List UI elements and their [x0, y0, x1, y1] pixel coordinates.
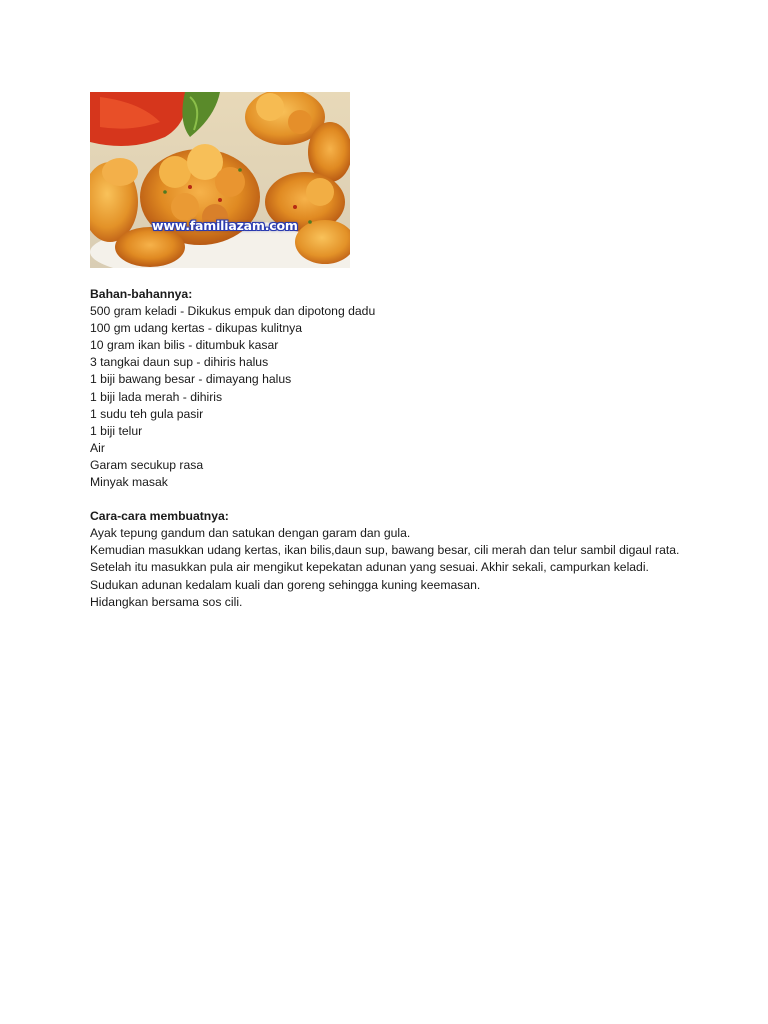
recipe-photo [90, 92, 350, 268]
method-step: Sudukan adunan kedalam kuali dan goreng sehingga kuning keemasan. [90, 577, 481, 592]
section-spacer [90, 491, 690, 508]
ingredient-item: Minyak masak [90, 475, 168, 490]
ingredient-item: 1 sudu teh gula pasir [90, 406, 204, 421]
ingredient-item: 100 gm udang kertas - dikupas kulitnya [90, 321, 303, 336]
ingredient-item: Garam secukup rasa [90, 457, 204, 472]
ingredient-item: 1 biji lada merah - dihiris [90, 389, 223, 404]
recipe-text [90, 286, 690, 611]
method-step: Kemudian masukkan udang kertas, ikan bilis,daun sup, bawang besar, cili merah dan telur sambil digaul rata. [90, 543, 680, 558]
ingredient-item: 1 biji telur [90, 423, 143, 438]
method-step: Ayak tepung gandum dan satukan dengan garam dan gula. [90, 526, 411, 541]
ingredient-item: 500 gram keladi - Dikukus empuk dan dipotong dadu [90, 304, 376, 319]
ingredients-heading: Bahan-bahannya: [90, 287, 193, 301]
method-step: Setelah itu masukkan pula air mengikut kepekatan adunan yang sesuai. Akhir sekali, campurkan keladi. [90, 560, 649, 575]
fritters-image [90, 92, 350, 268]
ingredient-item: Air [90, 440, 105, 455]
image-watermark: www.familiazam.com [152, 218, 298, 233]
method-heading: Cara-cara membuatnya: [90, 509, 229, 524]
method-steps [90, 525, 690, 610]
ingredient-item: 10 gram ikan bilis - ditumbuk kasar [90, 338, 279, 353]
ingredient-item: 1 biji bawang besar - dimayang halus [90, 372, 292, 387]
method-step: Hidangkan bersama sos cili. [90, 594, 243, 609]
ingredient-item: 3 tangkai daun sup - dihiris halus [90, 355, 269, 370]
ingredients-list [90, 303, 690, 491]
